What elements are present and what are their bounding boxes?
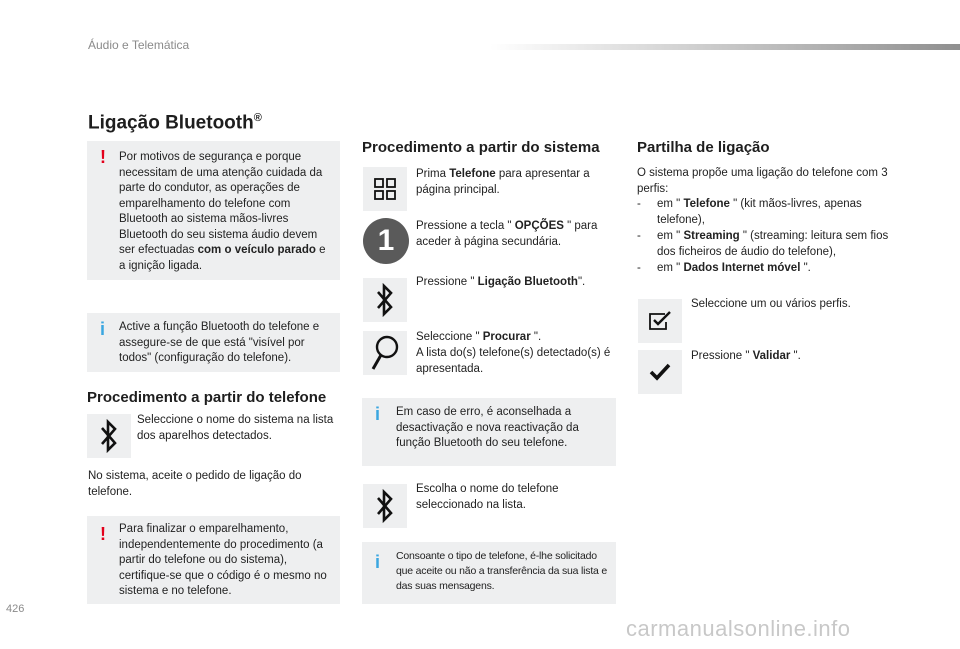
system-step-choose-phone: Escolha o nome do telefone seleccionado na lista. (416, 483, 559, 511)
warning-text: Por motivos de segurança e porque necessitam de uma atenção cuidada da parte do condutor, as operações de emparelhamento do telefone com Bluetooth ao sistema mãos-livres Bluetooth do seu sistema áudio devem ser efectuadas com o veículo parado e a ignição ligada. (119, 151, 326, 272)
bluetooth-icon-box (363, 278, 407, 322)
warning-icon: ! (100, 524, 106, 544)
info-box-transfer (362, 542, 616, 604)
info-box-activate-bluetooth (87, 313, 340, 372)
home-grid-icon-box (363, 167, 407, 211)
profile-streaming: - em " Streaming " (streaming: leitura sem fios dos ficheiros de áudio do telefone), (637, 228, 895, 260)
warning-icon: ! (100, 147, 106, 167)
section-header: Áudio e Telemática (88, 38, 190, 52)
bluetooth-icon-box (87, 414, 131, 458)
info-icon: i (375, 552, 381, 572)
info-text: Em caso de erro, é aconselhada a desactivação e nova reactivação da função Bluetooth do seu telefone. (396, 406, 579, 449)
search-icon (370, 334, 400, 372)
home-grid-icon (374, 178, 396, 200)
system-step-opcoes: Pressione a tecla " OPÇÕES " para aceder à página secundária. (416, 220, 598, 248)
system-step-ligacao-bluetooth: Pressione " Ligação Bluetooth". (416, 276, 586, 288)
warning-box-pairing-code (87, 516, 340, 604)
system-step-procurar: Seleccione " Procurar ". A lista do(s) telefone(s) detectado(s) é apresentada. (416, 331, 611, 375)
bluetooth-icon (99, 419, 119, 453)
warning-text: Para finalizar o emparelhamento, independentemente do procedimento (a partir do telefone ou do sistema), certifique-se que o código é o mesmo no sistema e no telefone. (119, 523, 327, 597)
page-title: Ligação Bluetooth® (88, 112, 262, 134)
share-profile-list (637, 196, 895, 276)
search-icon-box (363, 331, 407, 375)
section-title-phone: Procedimento a partir do telefone (87, 389, 327, 406)
info-icon: i (100, 319, 106, 339)
section-title-system: Procedimento a partir do sistema (362, 139, 600, 156)
checkbox-icon-box (638, 299, 682, 343)
section-title-share: Partilha de ligação (637, 139, 770, 156)
watermark: carmanualsonline.info (626, 616, 851, 641)
warning-box-safety (87, 141, 340, 280)
system-step-telefone: Prima Telefone para apresentar a página principal. (416, 168, 590, 196)
validate-icon-box (638, 350, 682, 394)
share-intro: O sistema propõe uma ligação do telefone com 3 perfis: (637, 167, 888, 195)
phone-step-accept: No sistema, aceite o pedido de ligação do telefone. (88, 470, 302, 498)
share-select-profiles: Seleccione um ou vários perfis. (691, 298, 851, 310)
info-text: Active a função Bluetooth do telefone e assegure-se de que está "visível por todos" (configuração do telefone). (119, 321, 320, 364)
info-box-error (362, 398, 616, 466)
bluetooth-icon (375, 283, 395, 317)
checkmark-icon (649, 363, 671, 381)
info-text: Consoante o tipo de telefone, é-lhe solicitado que aceite ou não a transferência da sua lista e das suas mensagens. (396, 550, 608, 592)
step-number-badge: 1 (363, 218, 409, 264)
profile-dados: - em " Dados Internet móvel ". (637, 260, 895, 276)
page-number: 426 (6, 603, 25, 615)
bluetooth-icon-box (363, 484, 407, 528)
info-icon: i (375, 404, 381, 424)
header-gradient-bar (490, 44, 960, 50)
checkbox-icon (648, 311, 672, 331)
phone-step-select: Seleccione o nome do sistema na lista dos aparelhos detectados. (137, 414, 334, 442)
share-validate: Pressione " Validar ". (691, 350, 801, 362)
bluetooth-icon (375, 489, 395, 523)
profile-telefone: - em " Telefone " (kit mãos-livres, apenas telefone), (637, 196, 895, 228)
